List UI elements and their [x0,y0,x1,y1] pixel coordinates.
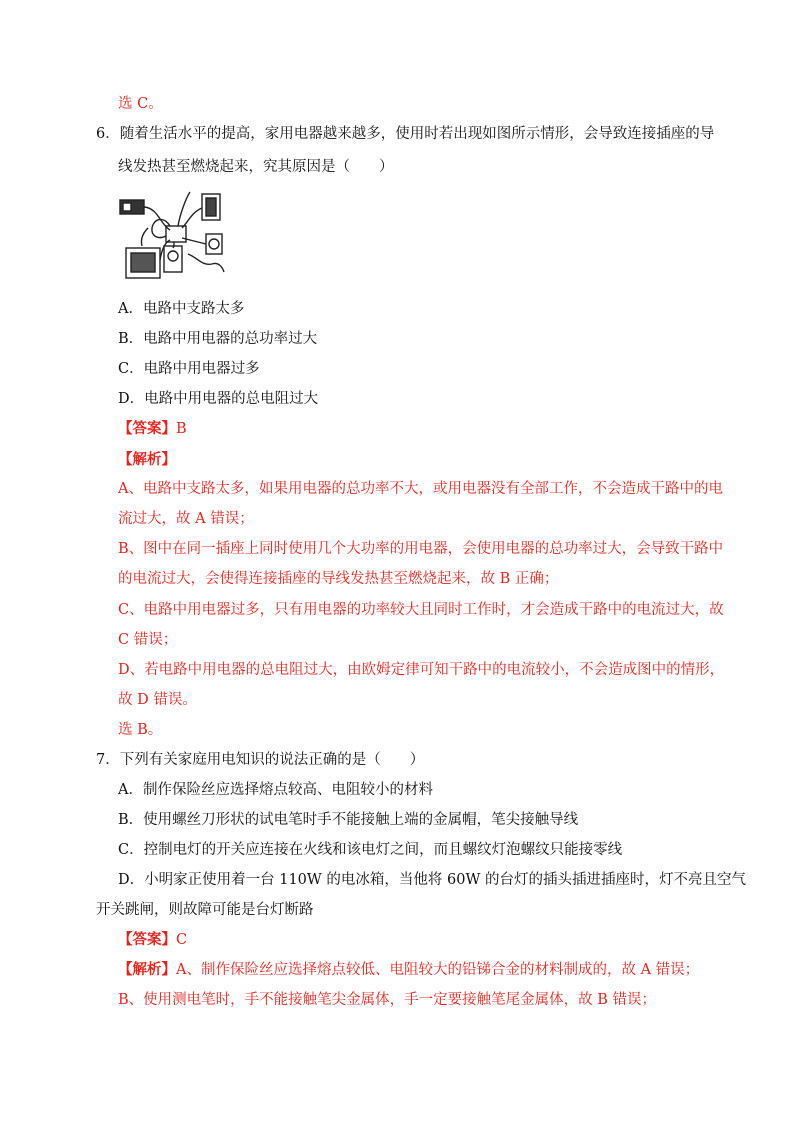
q6-stem-line2: 线发热甚至燃烧起来，究其原因是（ ） [118,159,394,175]
q6-option-a: A．电路中支路太多 [118,301,245,317]
q7-analysis-tag: 【解析】 [118,961,176,978]
q6-option-b: B．电路中用电器的总功率过大 [118,331,318,347]
q7-analysis-line: B、使用测电笔时，手不能接触笔尖金属体，手一定要接触笔尾金属体，故 B 错误； [118,992,657,1008]
q6-analysis-line: C、电路中用电器过多，只有用电器的功率较大且同时工作时，才会造成干路中的电流过大，故 [118,602,724,618]
q7-option-d-cont: 开关跳闸，则故障可能是台灯断路 [96,902,314,918]
q7-answer-row [118,930,187,950]
q6-analysis-line: B、图中在同一插座上同时使用几个大功率的用电器，会使用电器的总功率过大，会导致干路中 [118,541,724,557]
q7-analysis-line: A、制作保险丝应选择熔点较低、电阻较大的铅锑合金的材料制成的，故 A 错误； [176,962,700,978]
q7-answer-tag: 【答案】 [118,931,176,948]
q6-analysis-line: A、电路中支路太多，如果用电器的总功率不大，或用电器没有全部工作，不会造成干路中的电 [118,481,723,497]
q6-analysis-line: 故 D 错误。 [118,692,197,708]
q6-analysis-line: D、若电路中用电器的总电阻过大，由欧姆定律可知干路中的电流较小，不会造成图中的情形， [118,662,725,678]
overloaded-socket-illustration [118,188,236,284]
q6-analysis-line: 的电流过大，会使得连接插座的导线发热甚至燃烧起来，故 B 正确； [118,571,559,587]
q6-answer-tag: 【答案】 [118,420,176,437]
q7-option-b: B．使用螺丝刀形状的试电笔时手不能接触上端的金属帽，笔尖接触导线 [118,812,579,828]
q6-answer-row [118,419,187,439]
q6-analysis-line: C 错误； [118,632,178,648]
q6-analysis-line: 流过大，故 A 错误； [118,511,254,527]
prev-answer-line: 选 C。 [118,96,163,112]
q7-option-d: D．小明家正使用着一台 110W 的电冰箱，当他将 60W 的台灯的插头插进插座时，灯不亮且空气 [118,872,746,888]
q7-analysis-row [118,960,699,980]
q6-analysis-line: 选 B。 [118,722,163,738]
q6-option-d: D．电路中用电器的总电阻过大 [118,391,319,407]
q6-stem-line1: 6．随着生活水平的提高，家用电器越来越多，使用时若出现如图所示情形，会导致连接插座的导 [96,126,715,142]
q7-option-a: A．制作保险丝应选择熔点较高、电阻较小的材料 [118,782,433,798]
q7-option-c: C．控制电灯的开关应连接在火线和该电灯之间，而且螺纹灯泡螺纹只能接零线 [118,842,623,858]
q6-answer-value: B [176,421,187,437]
q7-stem: 7．下列有关家庭用电知识的说法正确的是（ ） [96,752,425,768]
q6-option-c: C．电路中用电器过多 [118,361,260,377]
q7-answer-value: C [176,932,188,948]
q6-analysis-tag: 【解析】 [118,451,176,468]
